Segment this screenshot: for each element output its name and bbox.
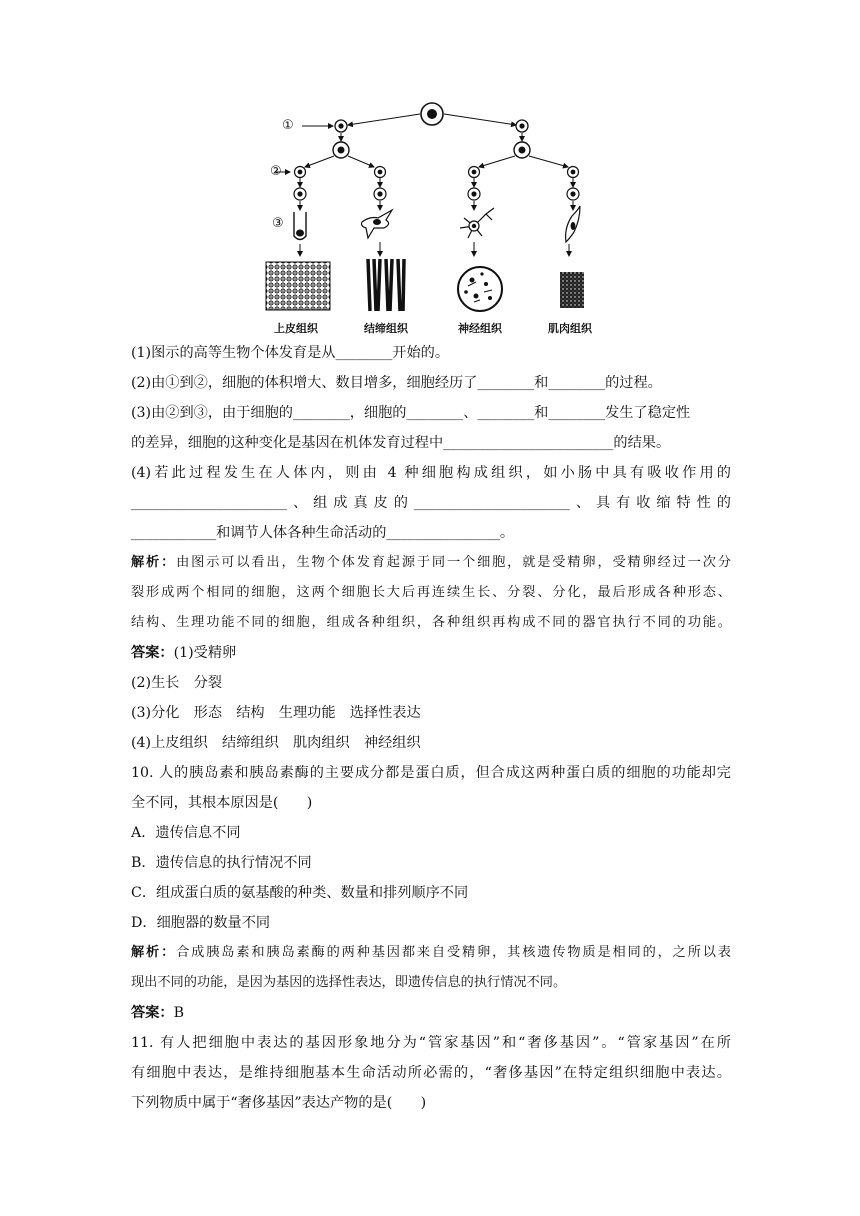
- q10-option-d: D．细胞器的数量不同: [131, 915, 271, 931]
- q10-stem-line2: 全不同，其根本原因是( ): [131, 795, 313, 811]
- q11-stem-line2: 有细胞中表达，是维持细胞基本生命活动所必需的，“奢侈基因”在特定组织细胞中表达。: [131, 1065, 731, 1081]
- analysis9-line3: 结构、生理功能不同的细胞，组成各种组织，各种组织再构成不同的器官执行不同的功能。: [131, 615, 731, 630]
- step-label-3: ③: [272, 216, 284, 231]
- q9-part4-end: ____________和调节人体各种生命活动的________________。: [131, 525, 515, 541]
- epithelial-tissue: [266, 262, 330, 310]
- analysis10-line1: [131, 938, 731, 968]
- cell-right-2: [514, 142, 530, 158]
- answer-label: 答案：: [131, 645, 174, 661]
- analysis10-line2: 现出不同的功能，是因为基因的选择性表达，即遗传信息的执行情况不同。: [131, 975, 567, 990]
- analysis-text: 由图示可以看出，生物个体发育起源于同一个细胞，就是受精卵，受精卵经过一次分: [176, 555, 731, 570]
- tissue-label-muscle: 肌肉组织: [548, 322, 592, 335]
- muscle-tissue: [560, 272, 584, 308]
- analysis-text: 合成胰岛素和胰岛素酶的两种基因都来自受精卵，其核遗传物质是相同的，之所以表: [176, 945, 731, 960]
- tissue-label-epithelial: 上皮组织: [274, 322, 318, 335]
- q9-part2: (2)由①到②，细胞的体积增大、数目增多，细胞经历了________和________的过程。: [131, 375, 662, 391]
- cell-right-1: [516, 120, 528, 132]
- q9-part4-blanks: ______________________、组成真皮的______________________、具有收缩特性的: [131, 495, 731, 511]
- cell-row-3: [295, 167, 579, 178]
- answer-text: B: [173, 1005, 185, 1021]
- connective-tissue: [366, 259, 410, 311]
- cell-row-4: [294, 188, 579, 200]
- muscle-cell: [566, 206, 580, 242]
- answer9-line4: (4)上皮组织 结缔组织 肌肉组织 神经组织: [131, 735, 421, 751]
- analysis-label: 解析：: [131, 945, 177, 960]
- q9-part4: (4)若此过程发生在人体内，则由 4 种细胞构成组织，如小肠中具有吸收作用的: [131, 465, 731, 481]
- connective-cell: [362, 210, 393, 238]
- epithelial-cell: [294, 212, 306, 240]
- neuron-cell: [460, 208, 494, 238]
- nerve-tissue: [458, 267, 502, 311]
- answer9-line1: [131, 638, 731, 668]
- q9-part1: (1)图示的高等生物个体发育是从________开始的。: [131, 345, 450, 361]
- q10-option-c: C．组成蛋白质的氨基酸的种类、数量和排列顺序不同: [131, 885, 469, 901]
- answer9-line3: (3)分化 形态 结构 生理功能 选择性表达: [131, 705, 421, 721]
- cell-left-1: [335, 120, 347, 132]
- q9-part3: (3)由②到③，由于细胞的________，细胞的________、________和________发生了稳定性: [131, 405, 691, 421]
- cell-differentiation-figure: [262, 96, 602, 340]
- analysis9-line1: [131, 548, 731, 578]
- answer9-line2: (2)生长 分裂: [131, 675, 223, 691]
- answer-label: 答案：: [131, 1005, 174, 1021]
- q11-stem-line3: 下列物质中属于“奢侈基因”表达产物的是( ): [131, 1095, 427, 1111]
- differentiation-diagram: [262, 96, 602, 340]
- step-label-1: ①: [282, 118, 294, 133]
- q9-part3-cont: 的差异，细胞的这种变化是基因在机体发育过程中________________________的结果。: [131, 435, 671, 451]
- step-label-2: ②: [270, 164, 282, 179]
- analysis9-line2: 裂形成两个相同的细胞，这两个细胞长大后再连续生长、分裂、分化，最后形成各种形态、: [131, 585, 731, 600]
- answer10: [131, 998, 731, 1028]
- analysis-label: 解析：: [131, 555, 177, 570]
- question-text: [131, 338, 731, 1118]
- q11-stem-line1: 11. 有人把细胞中表达的基因形象地分为“管家基因”和“奢侈基因”。“管家基因”在所: [131, 1035, 731, 1051]
- cell-left-2: [333, 142, 349, 158]
- answer-text: (1)受精卵: [173, 645, 237, 661]
- q10-option-b: B．遗传信息的执行情况不同: [131, 855, 312, 871]
- q10-option-a: A．遗传信息不同: [131, 825, 241, 841]
- q10-stem-line1: 10. 人的胰岛素和胰岛素酶的主要成分都是蛋白质，但合成这两种蛋白质的细胞的功能却完: [131, 765, 731, 781]
- tissue-label-connective: 结缔组织: [364, 322, 408, 335]
- zygote-cell: [421, 103, 443, 125]
- tissue-label-nerve: 神经组织: [458, 322, 502, 335]
